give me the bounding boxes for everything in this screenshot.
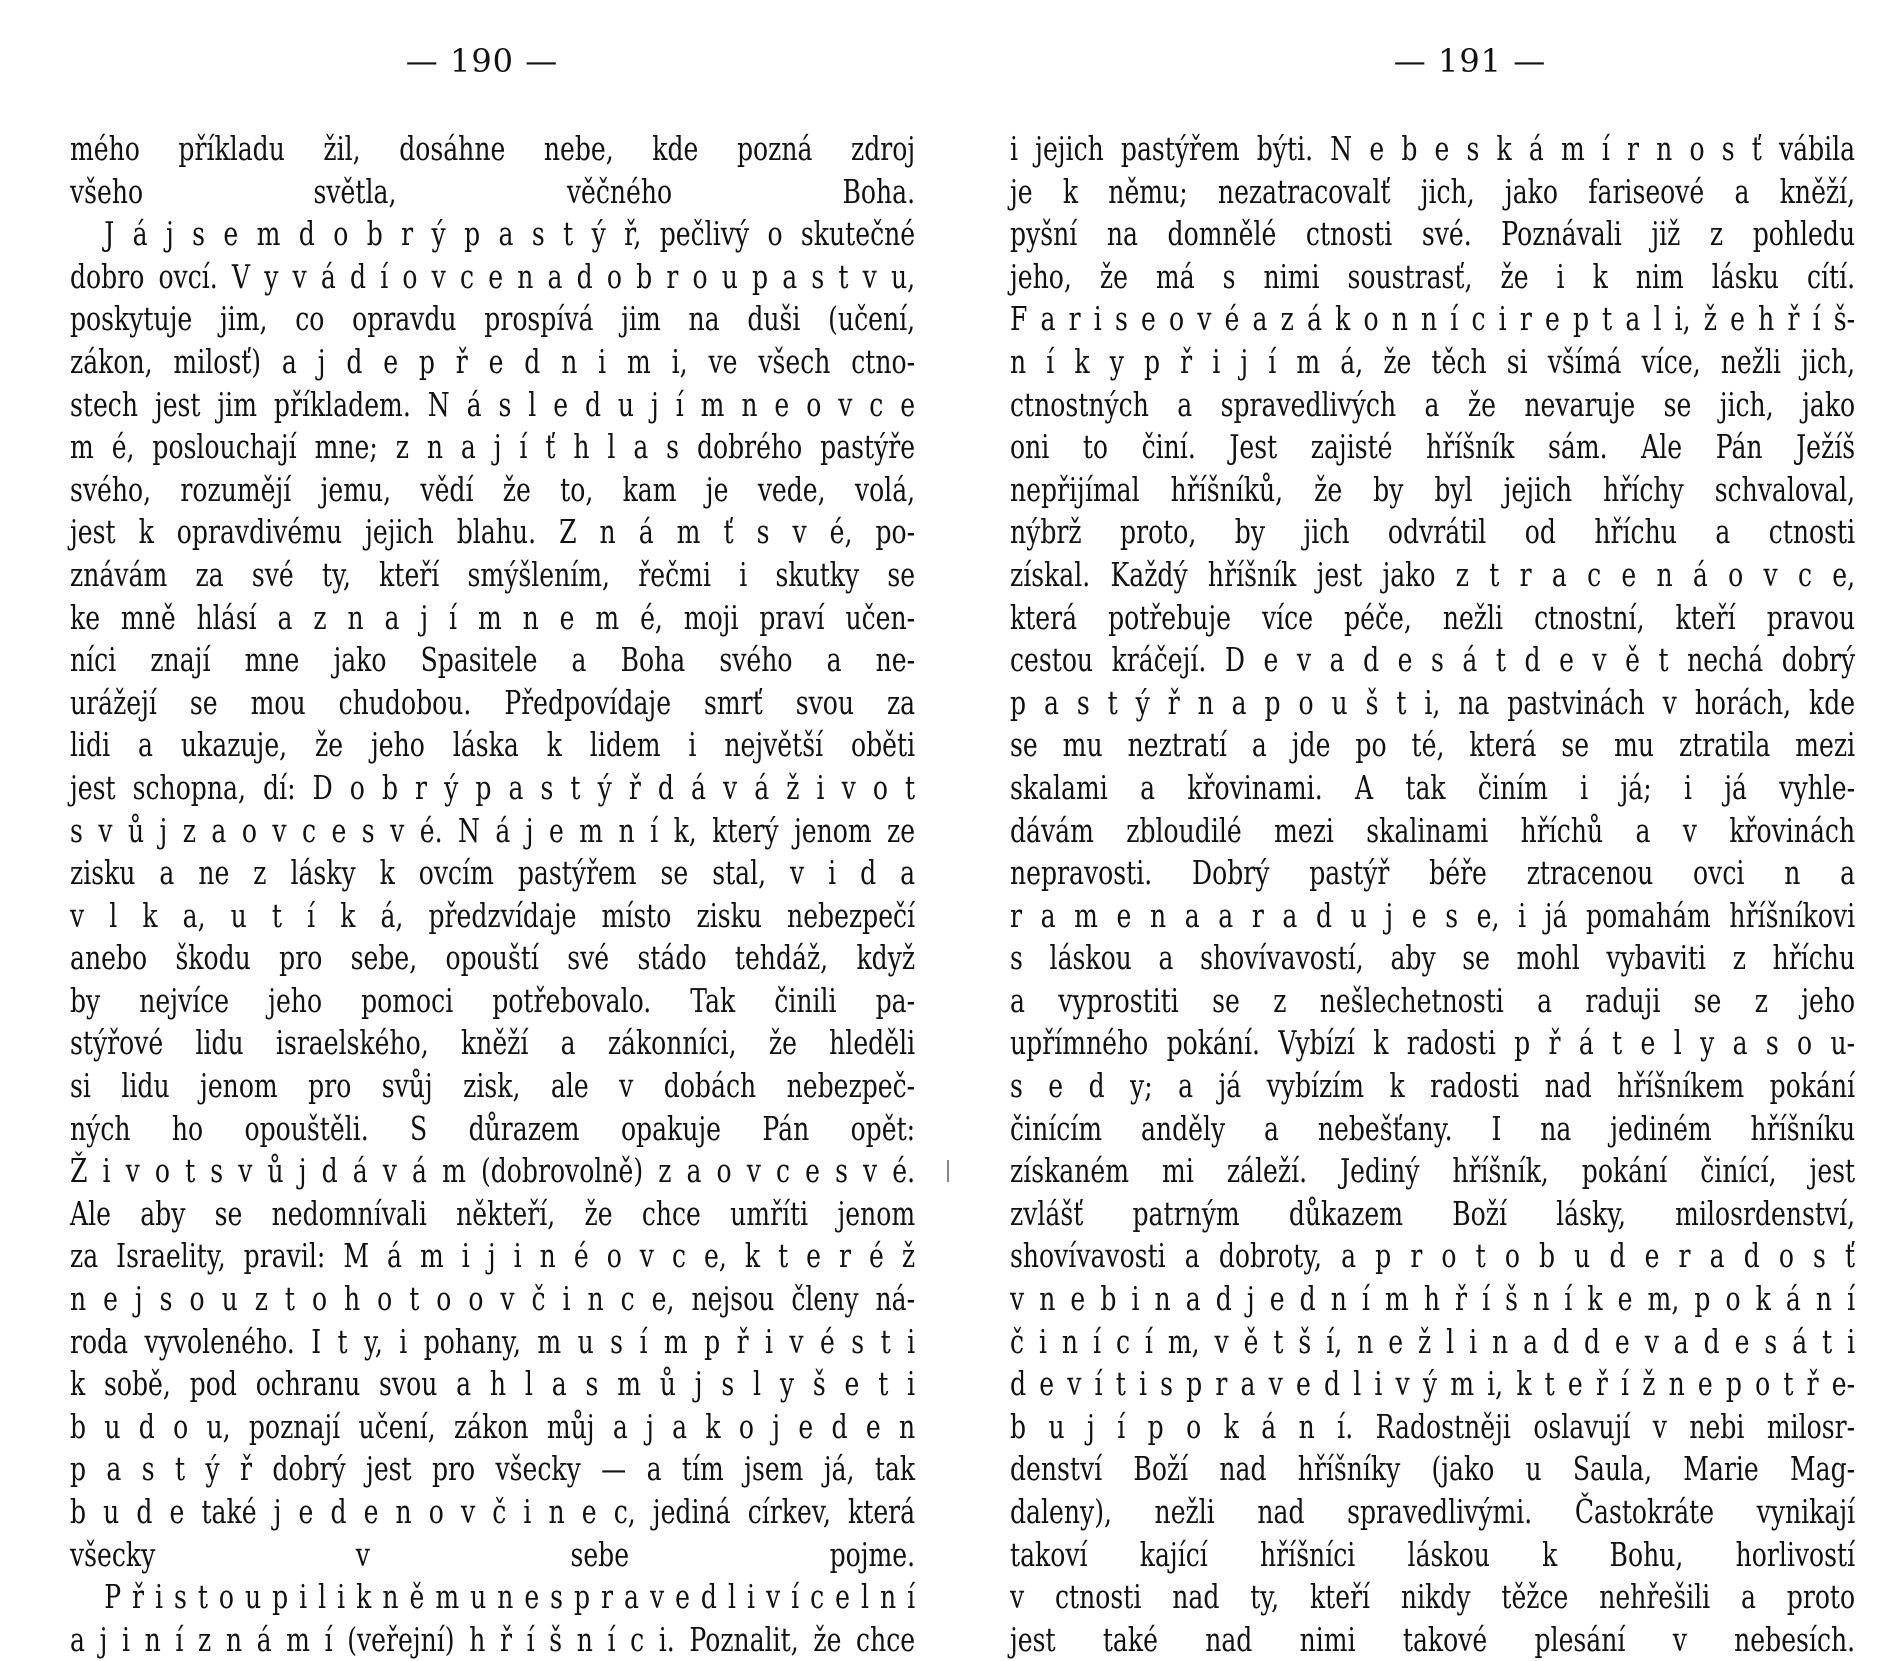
text-line: ctnostných a spravedlivých a že nevaruje se jich, jako	[1010, 384, 1856, 424]
text-line: jeho, že má s nimi soustrasť, že i k nim lásku cítí.	[1010, 256, 1856, 296]
margin-mark	[947, 1160, 949, 1182]
text-line: která potřebuje více péče, nežli ctnostní, kteří pravou	[1010, 597, 1856, 637]
text-line: zvlášť patrným důkazem Boží lásky, milosrdenství,	[1010, 1193, 1856, 1233]
text-line: oni to činí. Jest zajisté hříšník sám. Ale Pán Ježíš	[1010, 427, 1856, 467]
text-line: skalami a křovinami. A tak činím i já; i já vyhle-	[1010, 767, 1856, 807]
text-line: č i n í c í m, v ě t š í, n e ž l i n a d d e v a d e s á t i	[1010, 1321, 1856, 1361]
text-line: svého, rozumějí jemu, vědí že to, kam je vede, volá,	[70, 469, 916, 509]
text-line: F a r i s e o v é a z á k o n n í c i r e p t a l i, ž e h ř í š-	[1010, 299, 1856, 339]
text-line: n e j s o u z t o h o t o o v č i n c e, nejsou členy ná-	[70, 1279, 916, 1319]
text-line: by nejvíce jeho pomoci potřebovalo. Tak činili pa-	[70, 980, 916, 1020]
text-line: nepřijímal hříšníků, že by byl jejich hříchy schvaloval,	[1010, 469, 1856, 509]
text-line: takoví kající hříšníci láskou k Bohu, horlivostí	[1010, 1534, 1856, 1574]
text-line: anebo škodu pro sebe, opouští své stádo tehdáž, když	[70, 938, 916, 978]
text-line: b u d o u, poznají učení, zákon můj a j a k o j e d e n	[70, 1406, 916, 1446]
text-line: s e d y; a já vybízím k radosti nad hříšníkem pokání	[1010, 1066, 1856, 1106]
text-line: dobro ovcí. V y v á d í o v c e n a d o b r o u p a s t v u,	[70, 256, 916, 296]
text-line: všeho světla, věčného Boha.	[70, 171, 916, 211]
text-line: ných ho opouštěli. S důrazem opakuje Pán opět:	[70, 1108, 916, 1148]
text-line: za Israelity, pravil: M á m i j i n é o v c e, k t e r é ž	[70, 1236, 916, 1276]
text-line: k sobě, pod ochranu svou a h l a s m ů j s l y š e t i	[70, 1364, 916, 1404]
text-line: poskytuje jim, co opravdu prospívá jim na duši (učení,	[70, 299, 916, 339]
text-line: si lidu jenom pro svůj zisk, ale v dobách nebezpeč-	[70, 1066, 916, 1106]
text-line: p a s t ý ř n a p o u š t i, na pastvinách v horách, kde	[1010, 682, 1856, 722]
text-line: daleny), nežli nad spravedlivými. Častokráte vynikají	[1010, 1492, 1856, 1531]
left-page-text	[70, 128, 915, 1661]
text-line: dávám zbloudilé mezi skalinami hříchů a v křovinách	[1010, 810, 1856, 850]
text-line: v n e b i n a d j e d n í m h ř í š n í k e m, p o k á n í	[1010, 1279, 1856, 1319]
text-line: b u j í p o k á n í. Radostněji oslavují v nebi milosr-	[1010, 1406, 1856, 1446]
text-line: i jejich pastýřem býti. N e b e s k á m í r n o s ť vábila	[1010, 129, 1856, 168]
text-line: n í k y p ř i j í m á, že těch si všímá více, nežli jich,	[1010, 341, 1856, 381]
page-number-right: — 191 —	[1393, 42, 1547, 80]
text-line: urážejí se mou chudobou. Předpovídaje smrť svou za	[70, 682, 916, 722]
text-line: d e v í t i s p r a v e d l i v ý m i, k t e ř í ž n e p o t ř e-	[1010, 1364, 1856, 1404]
text-line: získaném mi záleží. Jediný hříšník, pokání činící, jest	[1010, 1151, 1856, 1191]
text-line: upřímného pokání. Vybízí k radosti p ř á t e l y a s o u-	[1010, 1023, 1856, 1063]
text-line: shovívavosti a dobroty, a p r o t o b u d e r a d o s ť	[1010, 1236, 1856, 1276]
text-line: P ř i s t o u p i l i k n ě m u n e s p r a v e d l i v í c e l n í	[104, 1577, 916, 1617]
text-line: stýřové lidu israelského, kněží a zákonníci, že hleděli	[70, 1023, 916, 1063]
text-line: denství Boží nad hříšníky (jako u Saula, Marie Mag-	[1010, 1449, 1856, 1489]
text-line: s v ů j z a o v c e s v é. N á j e m n í k, který jenom ze	[70, 810, 916, 850]
text-line: je k němu; nezatracovalť jich, jako fariseové a kněží,	[1010, 171, 1856, 211]
text-line: získal. Každý hříšník jest jako z t r a c e n á o v c e,	[1010, 554, 1856, 594]
text-line: činícím anděly a nebešťany. I na jediném hříšníku	[1010, 1108, 1856, 1148]
text-line: m é, poslouchají mne; z n a j í ť h l a s dobrého pastýře	[70, 427, 916, 467]
text-line: níci znají mne jako Spasitele a Boha svého a ne-	[70, 640, 916, 680]
text-line: se mu neztratí a jde po té, která se mu ztratila mezi	[1010, 725, 1856, 765]
text-line: nýbrž proto, by jich odvrátil od hříchu a ctnosti	[1010, 512, 1856, 552]
text-line: všecky v sebe pojme.	[70, 1534, 916, 1574]
text-line: cestou kráčejí. D e v a d e s á t d e v ě t nechá dobrý	[1010, 640, 1856, 680]
text-line: b u d e také j e d e n o v č i n e c, jediná církev, která	[70, 1492, 916, 1531]
text-line: a vyprostiti se z nešlechetnosti a raduji se z jeho	[1010, 980, 1856, 1020]
text-line: v ctnosti nad ty, kteří nikdy těžce nehřešili a proto	[1010, 1577, 1856, 1617]
text-line: p a s t ý ř dobrý jest pro všecky — a tím jsem já, tak	[70, 1449, 916, 1489]
text-line: zákon, milosť) a j d e p ř e d n i m i, ve všech ctno-	[70, 341, 916, 381]
text-line: jest také nad nimi takové plesání v nebesích.	[1010, 1619, 1856, 1659]
page-number-left: — 190 —	[405, 42, 559, 80]
text-line: jest schopna, dí: D o b r ý p a s t ý ř d á v á ž i v o t	[70, 767, 916, 807]
text-line: znávám za své ty, kteří smýšlením, řečmi i skutky se	[70, 554, 916, 594]
text-line: stech jest jim příkladem. N á s l e d u j í m n e o v c e	[70, 384, 916, 424]
text-line: v l k a, u t í k á, předzvídaje místo zisku nebezpečí	[70, 895, 916, 935]
right-page-text	[1010, 128, 1855, 1661]
text-line: zisku a ne z lásky k ovcím pastýřem se stal, v i d a	[70, 853, 916, 893]
text-line: nepravosti. Dobrý pastýř béře ztracenou ovci n a	[1010, 853, 1856, 893]
left-page	[0, 0, 950, 1659]
text-line: J á j s e m d o b r ý p a s t ý ř, pečlivý o skutečné	[104, 214, 916, 254]
text-line: Ž i v o t s v ů j d á v á m (dobrovolně) z a o v c e s v é.	[70, 1151, 916, 1191]
text-line: lidi a ukazuje, že jeho láska k lidem i největší oběti	[70, 725, 916, 765]
text-line: jest k opravdivému jejich blahu. Z n á m ť s v é, po-	[70, 512, 916, 552]
text-line: r a m e n a a r a d u j e s e, i já pomahám hříšníkovi	[1010, 895, 1856, 935]
text-line: ke mně hlásí a z n a j í m n e m é, moji praví učen-	[70, 597, 916, 637]
text-line: mého příkladu žil, dosáhne nebe, kde pozná zdroj	[70, 129, 916, 168]
text-line: roda vyvoleného. I t y, i pohany, m u s í m p ř i v é s t i	[70, 1321, 916, 1361]
text-line: a j i n í z n á m í (veřejní) h ř í š n í c i. Poznalit, že chce	[70, 1619, 916, 1659]
text-line: s láskou a shovívavostí, aby se mohl vybaviti z hříchu	[1010, 938, 1856, 978]
right-page	[950, 0, 1900, 1659]
text-line: Ale aby se nedomnívali někteří, že chce umříti jenom	[70, 1193, 916, 1233]
text-line: pyšní na domnělé ctnosti své. Poznávali již z pohledu	[1010, 214, 1856, 254]
